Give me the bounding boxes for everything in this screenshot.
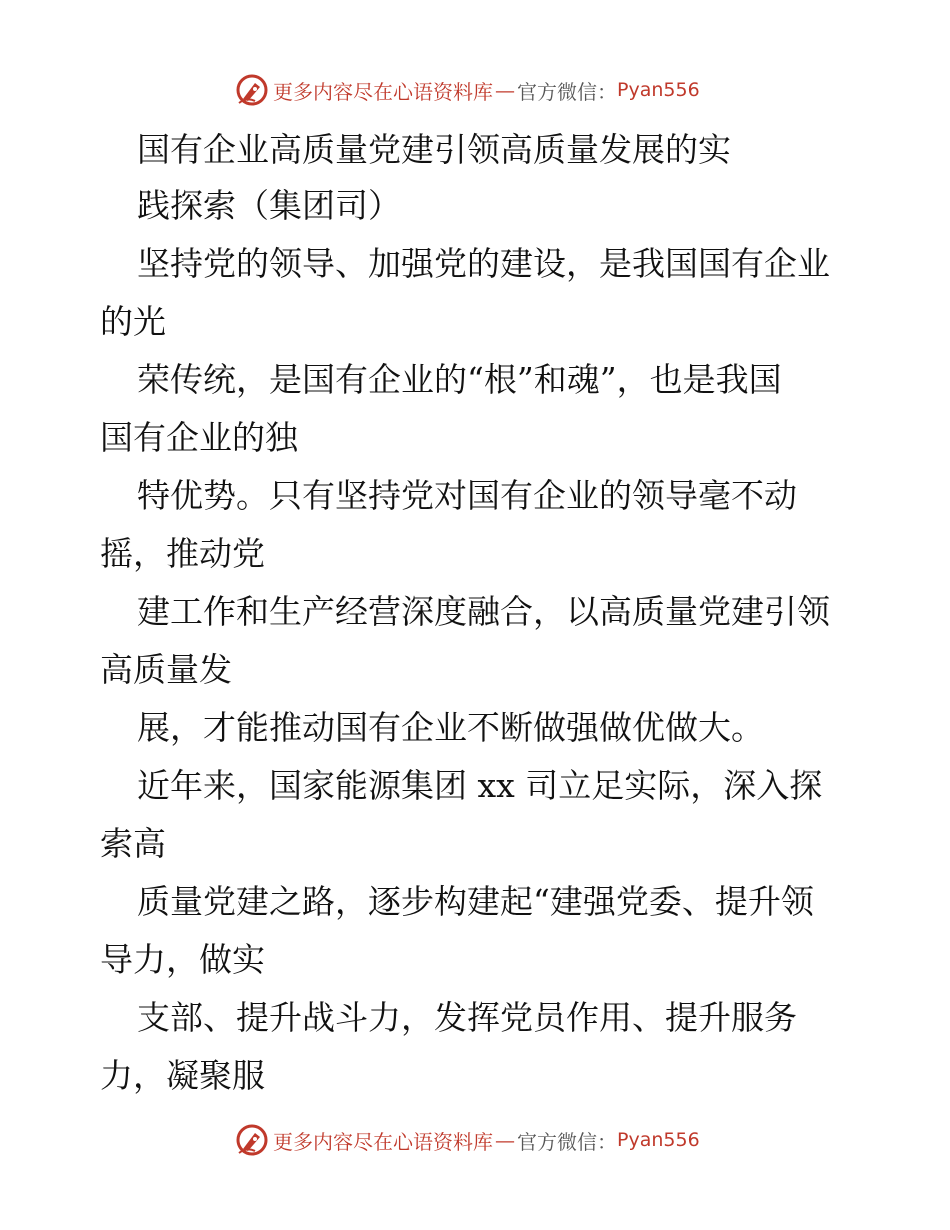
banner-wechat-id: Pyan556 [617,79,700,101]
paragraph-line: 的光 [100,302,166,341]
paragraph-line: 高质量发 [100,650,232,689]
header-banner[interactable] [235,70,715,110]
paragraph-line: 近年来，国家能源集团 xx 司立足实际，深入探 [137,766,823,805]
paragraph-line: 建工作和生产经营深度融合，以高质量党建引领 [137,592,830,631]
footer-banner[interactable] [235,1120,715,1160]
pen-nib-circle-icon [235,1123,269,1157]
paragraph-line: 展，才能推动国有企业不断做强做优做大。 [137,708,764,747]
banner-separator: — [495,78,515,102]
banner-main-text: 更多内容尽在心语资料库 [273,79,493,104]
paragraph-line: 荣传统，是国有企业的“根”和魂”，也是我国 [137,360,782,399]
title-line: 国有企业高质量党建引领高质量发展的实 [137,130,731,169]
paragraph-line: 导力，做实 [100,940,265,979]
paragraph-line: 力，凝聚服 [100,1056,265,1095]
paragraph-line: 特优势。只有坚持党对国有企业的领导毫不动 [137,476,797,515]
banner-separator: — [495,1128,515,1152]
banner-wechat-id: Pyan556 [617,1129,700,1151]
paragraph-line: 坚持党的领导、加强党的建设，是我国国有企业 [137,244,830,283]
pen-nib-circle-icon [235,73,269,107]
title-line: 践探索（集团司） [137,186,401,225]
paragraph-line: 国有企业的独 [100,418,298,457]
banner-main-text: 更多内容尽在心语资料库 [273,1129,493,1154]
paragraph-line: 索高 [100,824,166,863]
banner-sub-text: 官方微信： [517,1129,617,1154]
paragraph-line: 摇，推动党 [100,534,265,573]
banner-sub-text: 官方微信： [517,79,617,104]
paragraph-line: 质量党建之路，逐步构建起“建强党委、提升领 [137,882,814,921]
paragraph-line: 支部、提升战斗力，发挥党员作用、提升服务 [137,998,797,1037]
